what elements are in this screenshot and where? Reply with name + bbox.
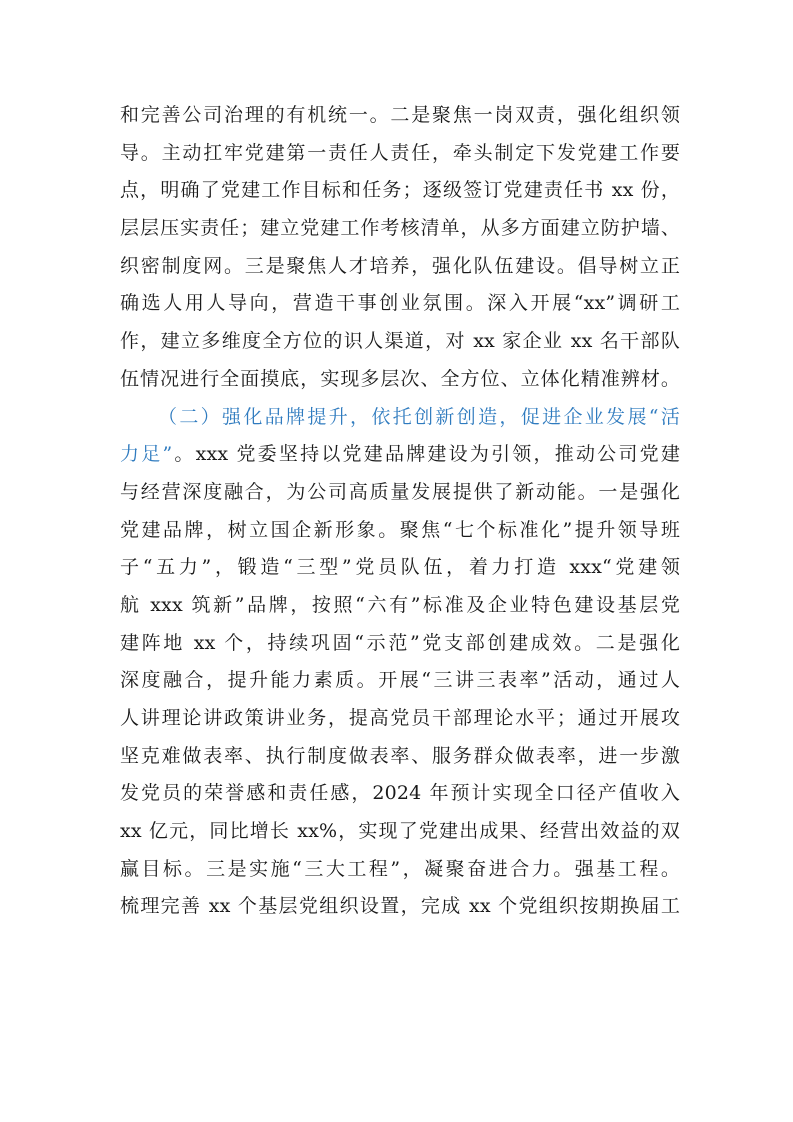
text-line: 发党员的荣誉感和责任感，2024 年预计实现全口径产值收入 [120, 782, 680, 805]
text-line: 党建品牌，树立国企新形象。聚焦“七个标准化”提升领导班 [120, 518, 680, 541]
text-line: 导。主动扛牢党建第一责任人责任，牵头制定下发党建工作要 [120, 141, 680, 164]
document-body [120, 97, 680, 926]
text-line: 子“五力”，锻造“三型”党员队伍，着力打造 xxx“党建领 [120, 556, 680, 579]
text-line: 人讲理论讲政策讲业务，提高党员干部理论水平；通过开展攻 [120, 707, 680, 729]
paragraph-2 [120, 399, 680, 927]
text-line: xx 亿元，同比增长 xx%，实现了党建出成果、经营出效益的双 [120, 820, 680, 843]
text-line: 坚克难做表率、执行制度做表率、服务群众做表率，进一步激 [120, 744, 680, 767]
text-run: 。xxx 党委坚持以党建品牌建设为引领，推动公司党建 [172, 443, 680, 466]
text-line: 和完善公司治理的有机统一。二是聚焦一岗双责，强化组织领 [120, 104, 680, 126]
text-line: 航 xxx 筑新”品牌，按照“六有”标准及企业特色建设基层党 [120, 593, 680, 616]
text-line: 层层压实责任；建立党建工作考核清单，从多方面建立防护墙、 [120, 217, 680, 240]
text-line: 织密制度网。三是聚焦人才培养，强化队伍建设。倡导树立正 [120, 254, 680, 277]
text-line: 确选人用人导向，营造干事创业氛围。深入开展“xx”调研工 [120, 292, 680, 315]
text-line [120, 436, 680, 474]
section-heading-line: （二）强化品牌提升，依托创新创造，促进企业发展“活 [158, 405, 680, 428]
text-line: 点，明确了党建工作目标和任务；逐级签订党建责任书 xx 份， [120, 179, 680, 202]
text-line: 赢目标。三是实施“三大工程”，凝聚奋进合力。强基工程。 [120, 857, 680, 880]
paragraph-1 [120, 97, 680, 399]
text-line: 深度融合，提升能力素质。开展“三讲三表率”活动，通过人 [120, 669, 680, 692]
text-line: 与经营深度融合，为公司高质量发展提供了新动能。一是强化 [120, 480, 680, 503]
text-line: 伍情况进行全面摸底，实现多层次、全方位、立体化精准辨材。 [120, 367, 680, 390]
text-line: 作，建立多维度全方位的识人渠道，对 xx 家企业 xx 名干部队 [120, 330, 680, 353]
text-line: 梳理完善 xx 个基层党组织设置，完成 xx 个党组织按期换届工 [120, 895, 680, 918]
section-heading-end: 力足” [120, 443, 173, 466]
text-line: 建阵地 xx 个，持续巩固“示范”党支部创建成效。二是强化 [120, 631, 680, 654]
